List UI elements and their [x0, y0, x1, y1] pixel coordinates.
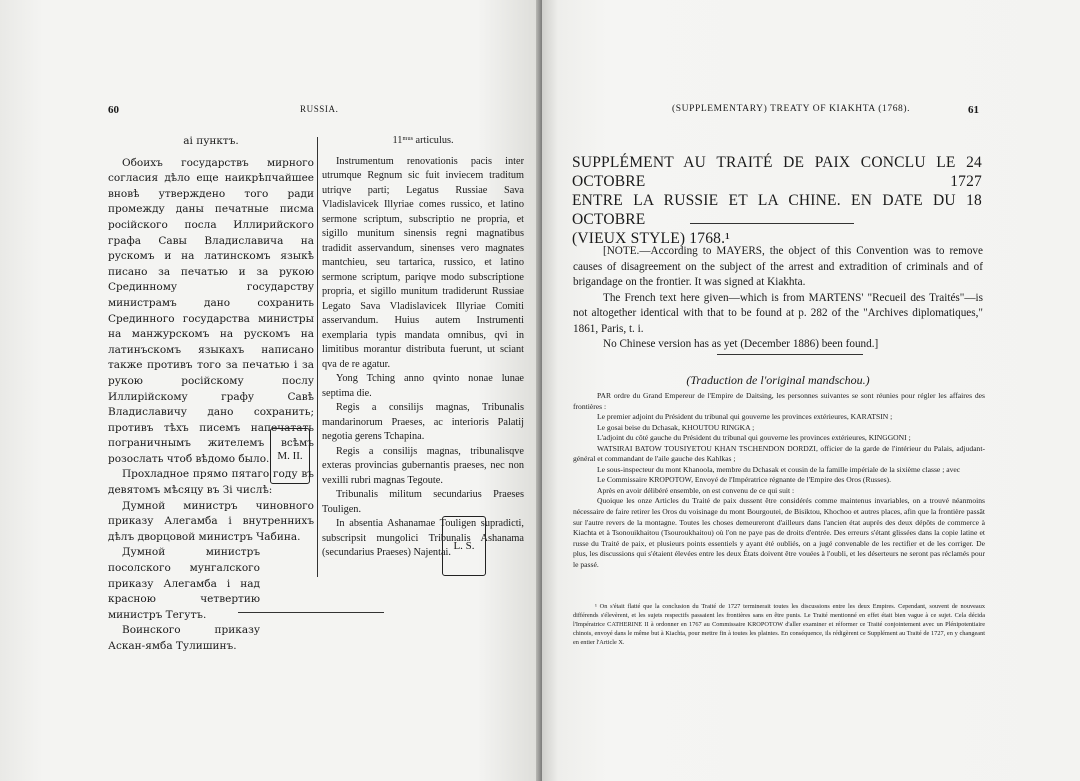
title-rule — [690, 223, 854, 224]
editor-note — [573, 244, 983, 353]
seal-box-russian — [270, 428, 310, 484]
title-line: (VIEUX STYLE) 1768.¹ — [572, 230, 731, 247]
body-paragraph: Le sous-inspecteur du mont Khanoola, membre du Dchasak et cousin de la famille impériale de la sixième classe ; avec — [597, 464, 961, 474]
seal-label: M. II. — [277, 450, 303, 462]
column-divider — [317, 137, 318, 577]
russian-paragraph: Думной министръ посолского мунгалского приказу Алегамба і над красною четвертию министръ Тегутъ. — [108, 546, 260, 621]
seal-label: L. S. — [453, 540, 475, 552]
russian-column — [108, 134, 314, 655]
latin-column — [322, 134, 524, 561]
body-paragraph: WATSIRAI BATOW TOUSIYETOU KHAN TSCHENDON DORDZI, officier de la garde de l'intérieur du Palais, adjudant-général et commandant de l'aile gauche des Kahlkas ; — [573, 443, 985, 464]
latin-paragraph: In absentia Ashanamae Touligen supradicti, subscripsit mungolici Tribunalis Ashanama (secundarius Praeses) Najentai. — [322, 518, 524, 558]
left-running-head: RUSSIA. — [300, 104, 339, 114]
russian-paragraph: Воинского приказу Аскан-ямба Тулишинъ. — [108, 624, 260, 652]
body-paragraph: Après en avoir délibéré ensemble, on est convenu de ce qui suit : — [597, 485, 795, 495]
translation-subtitle: (Traduction de l'original mandschou.) — [686, 373, 870, 387]
russian-paragraph: Прохладное прямо пятаго году въ девятомъ мѣсяцу въ Зі числѣ: — [108, 468, 314, 497]
left-page-rule — [238, 612, 384, 613]
latin-paragraph: Instrumentum renovationis pacis inter utrumque Regnum sic fuit inviecem traditum utriqve parti; Legatus Russiae Sava Vladislavicek Illyriae comes russico, et latino sermone scriptum, subscriptio ne propria, et sigillo munitum sinensis regni magnatibus tradidit asservandum, sinenses vero magnates mantchieu, seu tartarica, russico, et latino sermone scriptum, pariqve modo subscriptione propria, et sigillo munitum tradiderunt Russiae Legato Sava Vladislavicek Illyriae Comiti asservandum. Huius autem Instrumenti exemplaria typis mandata omnibus, qvi in limitibus morantur distributa fuerunt, ut sciant qva de re agatur. — [322, 155, 524, 370]
latin-paragraph: Regis a consilijs magnas, tribunalisqve exteras provincias gubernantis praeses, nec non vexilli rubri magnas Tegoute. — [322, 445, 524, 486]
latin-paragraph: Yong Tching anno qvinto nonae lunae septima die. — [322, 373, 524, 399]
body-paragraph: Le premier adjoint du Président du tribunal qui gouverne les provinces extérieures, KARATSIN ; — [597, 412, 893, 422]
footnote-text: ¹ On s'était flatté que la conclusion du Traité de 1727 terminerait toutes les discussions entre les deux Empires. Cependant, souvent de nouveaux différends s'élevèrent, et les sujets respectifs passaient les frontières sans en être punis. Le Traité mentionné en effet était bien vague à ce sujet. Cela décida l'Impératrice CATHERINE II à ordonner en 1767 au Commissaire KROPOTOW d'aller examiner et réformer ce Traité conjointement avec un Plénipotentiaire chinois, envoyé dans le même but à Kiachta, pour mettre fin à toutes les plaintes. En conséquence, ils rédigèrent ce Supplément au Traité de 1727, en y changeant en entier l'Article X. — [573, 603, 985, 646]
left-page-number: 60 — [108, 104, 119, 116]
footnote — [573, 603, 985, 648]
body-paragraph: L'adjoint du côté gauche du Président du tribunal qui gouverne les provinces extérieures, KINGGONI ; — [597, 433, 911, 443]
russian-paragraph: Обоихъ государствъ мирного согласия дѣло еще наикрѣпчайшее вновѣ утверждено того ради промежду даны печатные писма російского посла Иллирийского графа Савы Владиславича на рускомъ и на латинскомъ языкѣ писано за печатью и за рукою Срединному государству министрамъ дано сохранить Срединного государства министры на манжурскомъ на рускомъ на латинъскомъ языкахъ написано также противъ того за печатью і за рукою російскому послу Иллирійскому графу Савѣ Владиславичу дано сохранить; противъ тѣхъ писемъ напечатать пограничнымъ жителемъ всѣмъ розослать чтоб вѣдомо было. — [108, 156, 314, 465]
seal-box-latin — [442, 516, 486, 576]
title-line: ENTRE LA RUSSIE ET LA CHINE. EN DATE DU 18 OCTOBRE — [572, 192, 982, 228]
note-paragraph: The French text here given—which is from MARTENS' "Recueil des Traités"—is not altogether identical with that to be found at p. 282 of the "Archives diplomatiques," 1861, Paris, t. i. — [573, 291, 983, 335]
body-paragraph: Le Commissaire KROPOTOW, Envoyé de l'Impératrice régnante de l'Empire des Oros (Russes). — [597, 475, 891, 485]
title-line: SUPPLÉMENT AU TRAITÉ DE PAIX CONCLU LE 24 OCTOBRE 1727 — [572, 154, 982, 190]
right-running-head: (SUPPLEMENTARY) TREATY OF KIAKHTA (1768). — [672, 104, 911, 114]
russian-column-heading: аі пунктъ. — [183, 135, 239, 147]
note-rule — [717, 354, 863, 355]
latin-column-heading: 11ᵐᵘˢ articulus. — [392, 135, 454, 146]
treaty-title — [572, 153, 982, 248]
body-paragraph: Le gosai beise du Dchasak, KHOUTOU RINGKA ; — [597, 422, 755, 432]
note-paragraph: [NOTE.—According to MAYERS, the object of this Convention was to remove causes of disagreement on the subject of the arrest and extradition of criminals and of brigandage on the frontier. It was signed at Kiakhta. — [573, 245, 983, 288]
note-paragraph: No Chinese version has as yet (December 1886) been found.] — [603, 338, 879, 350]
right-page-number: 61 — [968, 104, 979, 116]
russian-paragraph: Думной министръ чиновного приказу Алегамба і внутреннихъ дѣлъ дворцовой министръ Чабина. — [108, 499, 314, 543]
latin-paragraph: Tribunalis militum secundarius Praeses Touligen. — [322, 489, 524, 515]
body-paragraph: Quoique les onze Articles du Traité de paix dussent être considérés comme maintenus invariables, on a trouvé néanmoins nécessaire de faire retirer les Oros du voisinage du mont Bourgoutei, de Bisiktou, Khochoo et autres places, afin que la frontière passât sur l'autre revers de la montagne. Toutes les choses demeureront d'ailleurs dans l'ancien état auprès des deux dépôts de commerce à Kiachta et à Tsonouikhaitou (Tsouroukhaitou) où l'on ne paye pas de droits d'entrée. Des erreurs s'étant glissées dans la copie latine et russe du Traité de paix, et plusieurs points essentiels y ayant été oubliés, on a jugé convenable de les rectifier et de les corriger. De plus, les discussions qui s'étaient élevées entre les deux États doivent être vouées à l'oubli, et les déserteurs ne seront pas réclamés pour le passé. — [573, 496, 985, 569]
body-paragraph: PAR ordre du Grand Empereur de l'Empire de Daitsing, les personnes suivantes se sont réunies pour régler les affaires des frontières : — [573, 391, 985, 411]
treaty-body — [573, 391, 985, 570]
latin-paragraph: Regis a consilijs magnas, Tribunalis mandarinorum Praeses, ac interioris Palatij negotia gerens Tchapina. — [322, 402, 524, 442]
